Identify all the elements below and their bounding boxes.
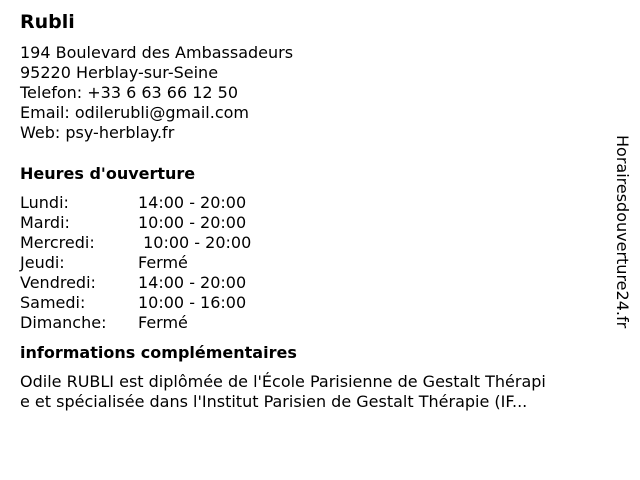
hours-time: Fermé [138, 313, 188, 332]
hours-day: Mardi: [20, 213, 70, 232]
hours-day: Lundi: [20, 193, 69, 212]
hours-row-tuesday [20, 213, 600, 233]
hours-row-saturday [20, 293, 600, 313]
hours-time: 10:00 - 20:00 [138, 213, 247, 232]
hours-time: 10:00 - 16:00 [138, 293, 247, 312]
opening-hours-heading: Heures d'ouverture [20, 164, 196, 183]
hours-time: 10:00 - 20:00 [138, 233, 252, 252]
hours-time: Fermé [138, 253, 188, 272]
additional-info-text [20, 372, 600, 412]
hours-row-sunday [20, 313, 600, 333]
description-line-1: Odile RUBLI est diplômée de l'École Parisienne de Gestalt Thérapi [20, 372, 546, 391]
business-name: Rubli [20, 11, 75, 33]
hours-day: Samedi: [20, 293, 86, 312]
opening-hours-table [20, 193, 600, 333]
hours-row-thursday [20, 253, 600, 273]
hours-day: Vendredi: [20, 273, 96, 292]
hours-day: Jeudi: [20, 253, 65, 272]
hours-time: 14:00 - 20:00 [138, 273, 247, 292]
hours-row-wednesday [20, 233, 600, 253]
email-line: Email: odilerubli@gmail.com [20, 103, 250, 122]
hours-row-friday [20, 273, 600, 293]
address-line-city: 95220 Herblay-sur-Seine [20, 63, 219, 82]
address-line-street: 194 Boulevard des Ambassadeurs [20, 43, 294, 62]
hours-row-monday [20, 193, 600, 213]
hours-day: Mercredi: [20, 233, 95, 252]
description-line-2: e et spécialisée dans l'Institut Parisien de Gestalt Thérapie (IF... [20, 392, 528, 411]
hours-time: 14:00 - 20:00 [138, 193, 247, 212]
phone-line: Telefon: +33 6 63 66 12 50 [20, 83, 239, 102]
hours-day: Dimanche: [20, 313, 107, 332]
business-card [20, 9, 600, 412]
additional-info-heading: informations complémentaires [20, 343, 297, 362]
web-line: Web: psy-herblay.fr [20, 123, 175, 142]
site-watermark: Horairesdouverture24.fr [613, 135, 632, 329]
